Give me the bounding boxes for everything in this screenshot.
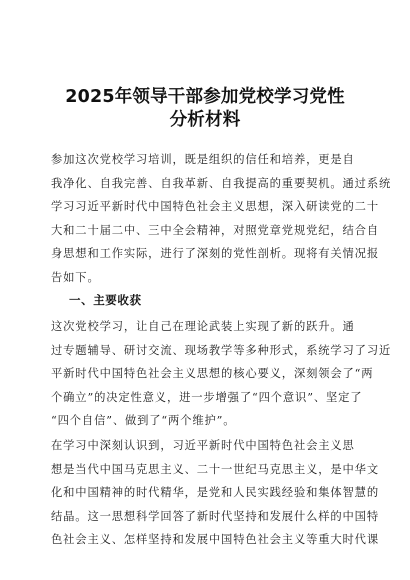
paragraph-line: 平新时代中国特色社会主义思想的核心要义，深刻领会了“两	[51, 367, 374, 380]
paragraph-line: 这次党校学习，让自己在理论武装上实现了新的跃升。通	[51, 320, 355, 333]
intro-paragraph	[51, 148, 392, 289]
paragraph-line: 想是当代中国马克思主义、二十一世纪马克思主义，是中华文	[51, 462, 379, 476]
intro-line: 大和二十届二中、三中全会精神，对照党章党规党纪，结合自	[51, 223, 379, 237]
document-title-line-2: 分析材料	[169, 110, 241, 130]
intro-line: 我净化、自我完善、自我革新、自我提高的重要契机。通过系统	[51, 176, 392, 190]
paragraph-line: 色社会主义、怎样坚持和发展中国特色社会主义等重大时代课	[51, 533, 379, 546]
intro-line: 参加这次党校学习培训，既是组织的信任和培养，更是自	[51, 153, 355, 166]
paragraph-line: 个确立”的决定性意义，进一步增强了“四个意识”、坚定了	[51, 390, 363, 404]
paragraph-line: 过专题辅导、研讨交流、现场教学等多种形式，系统学习了习近	[51, 343, 392, 357]
intro-line: 身思想和工作实际，进行了深刻的党性剖析。现将有关情况报	[51, 247, 379, 260]
paragraph-line: “四个自信”、做到了“两个维护”。	[51, 414, 236, 427]
document-title-line-1: 2025年领导干部参加党校学习党性	[65, 87, 345, 107]
intro-line: 告如下。	[51, 270, 100, 284]
paragraph-line: 结晶。这一思想科学回答了新时代坚持和发展什么样的中国特	[51, 509, 379, 523]
intro-line: 学习习近平新时代中国特色社会主义思想，深入研读党的二十	[51, 200, 379, 213]
section1-paragraph-1	[51, 315, 392, 433]
paragraph-line: 化和中国精神的时代精华，是党和人民实践经验和集体智慧的	[51, 486, 379, 499]
section-heading: 一、主要收获	[69, 293, 142, 307]
paragraph-line: 在学习中深刻认识到，习近平新时代中国特色社会主义思	[51, 439, 355, 452]
section1-paragraph-2	[51, 434, 379, 552]
